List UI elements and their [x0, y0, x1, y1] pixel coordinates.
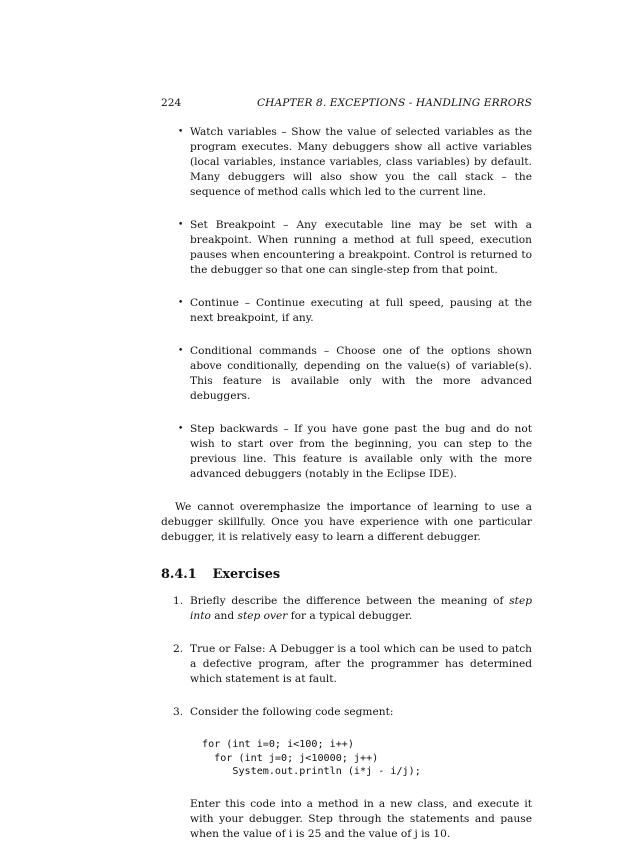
exercise-text [190, 595, 532, 622]
exercise-text-part: and [210, 610, 238, 622]
list-item [161, 344, 532, 404]
exercise-text: True or False: A Debugger is a tool which can be used to patch a defective program, after the programmer has determined which statement is at fault. [190, 643, 532, 685]
section-number: 8.4.1 [161, 567, 197, 582]
chapter-title: CHAPTER 8. EXCEPTIONS - HANDLING ERRORS [256, 97, 532, 109]
exercise-list [161, 594, 532, 842]
exercise-text: Consider the following code segment: [190, 706, 394, 718]
list-item [161, 125, 532, 200]
document-page [161, 96, 532, 860]
exercise-item [161, 642, 532, 687]
bullet-icon: • [178, 346, 184, 356]
exercise-number: 3. [173, 706, 184, 718]
closing-paragraph: We cannot overemphasize the importance of learning to use a debugger skillfully. Once you have experience with one particular debugger, it is relatively easy to learn a different debugger. [161, 501, 532, 543]
list-item-text: Continue – Continue executing at full speed, pausing at the next breakpoint, if any. [190, 297, 532, 324]
exercise-item [161, 594, 532, 624]
bullet-icon: • [178, 220, 184, 230]
exercise-number: 1. [173, 595, 184, 607]
exercise-followup: Enter this code into a method in a new class, and execute it with your debugger. Step through the statements and pause when the value of i is 25 and the value of j is 10. [190, 797, 532, 840]
list-item-text: Set Breakpoint – Any executable line may be set with a breakpoint. When running a method at full speed, execution pauses when encountering a breakpoint. Control is returned to the debugger so that one can single-step from that point. [190, 219, 532, 276]
exercise-number: 2. [173, 643, 184, 655]
debugger-features-list [161, 125, 532, 482]
bullet-icon: • [178, 298, 184, 308]
page-number: 224 [161, 97, 182, 109]
list-item-text: Conditional commands – Choose one of the options shown above conditionally, depending on the value(s) of variable(s). This feature is available only with the more advanced debuggers. [190, 345, 532, 402]
exercise-item [161, 705, 532, 842]
list-item-text: Watch variables – Show the value of selected variables as the program executes. Many debuggers show all active variables (local variables, instance variables, class variables) by default. Many debuggers will also show you the call stack – the sequence of method calls which led to the current line. [190, 126, 532, 198]
list-item-text: Step backwards – If you have gone past the bug and do not wish to start over from the beginning, you can step to the previous line. This feature is available only with the more advanced debuggers (notably in the Eclipse IDE). [190, 423, 532, 480]
bullet-icon: • [178, 424, 184, 434]
exercise-text-part: for a typical debugger. [287, 610, 413, 622]
term-step-into: step into [190, 595, 532, 622]
section-title: Exercises [212, 567, 281, 582]
code-block: for (int i=0; i<100; i++) for (int j=0; j<10000; j++) System.out.println (i*j - i/j); [202, 739, 421, 777]
bullet-icon: • [178, 127, 184, 137]
term-step-over: step over [237, 610, 288, 622]
list-item [161, 296, 532, 326]
running-header [161, 96, 532, 111]
list-item [161, 422, 532, 482]
section-heading [161, 567, 532, 582]
exercise-text-part: Briefly describe the difference between the meaning of [190, 595, 510, 607]
list-item [161, 218, 532, 278]
